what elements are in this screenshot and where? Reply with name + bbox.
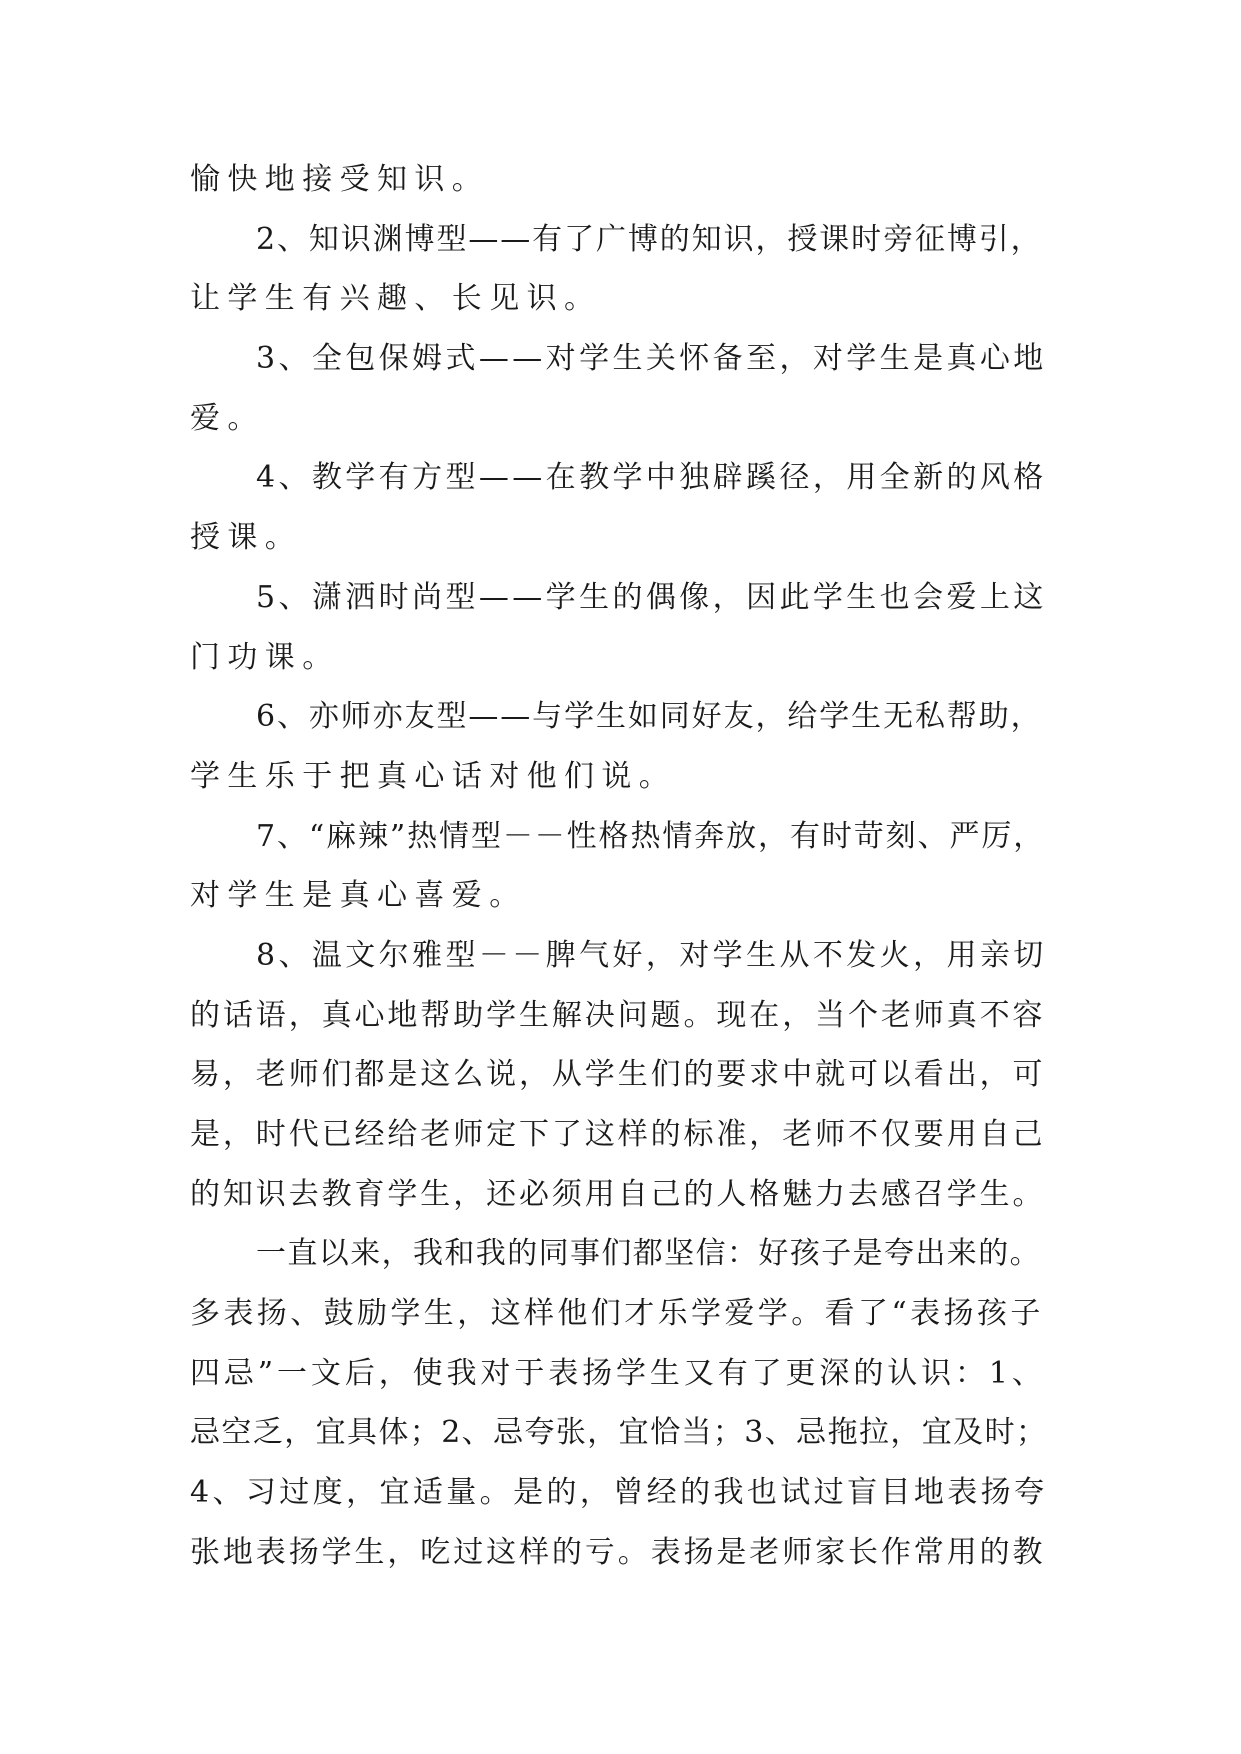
text-line: 学生乐于把真心话对他们说。 — [190, 758, 677, 794]
text-line: 3、全包保姆式——对学生关怀备至，对学生是真心地 — [256, 341, 1047, 377]
text-line: 四忌”一文后，使我对于表扬学生又有了更深的认识：1、 — [190, 1355, 1046, 1391]
text-line: 愉快地接受知识。 — [190, 162, 490, 197]
text-line: 忌空乏，宜具体；2、忌夸张，宜恰当；3、忌拖拉，宜及时； — [190, 1415, 1048, 1451]
text-line: 2、知识渊博型——有了广博的知识，授课时旁征博引， — [256, 221, 1043, 257]
text-line: 6、亦师亦友型——与学生如同好友，给学生无私帮助， — [256, 699, 1043, 735]
text-line: 是，时代已经给老师定下了这样的标准，老师不仅要用自己 — [190, 1117, 1046, 1152]
text-line: 门功课。 — [190, 639, 340, 675]
text-line: 一直以来，我和我的同事们都坚信：好孩子是夸出来的。 — [256, 1236, 1041, 1272]
text-line: 7、“麻辣”热情型－－性格热情奔放，有时苛刻、严厉， — [256, 818, 1046, 854]
text-line: 8、温文尔雅型－－脾气好，对学生从不发火，用亲切 — [256, 937, 1047, 973]
text-line: 爱。 — [190, 400, 265, 436]
text-line: 对学生是真心喜爱。 — [190, 878, 527, 914]
text-line: 5、潇洒时尚型——学生的偶像，因此学生也会爱上这 — [256, 579, 1047, 615]
text-line: 的话语，真心地帮助学生解决问题。现在，当个老师真不容 — [190, 997, 1046, 1033]
text-line: 4、习过度，宜适量。是的，曾经的我也试过盲目地表扬夸 — [190, 1475, 1048, 1511]
body-text — [190, 150, 1050, 1583]
text-line: 授课。 — [190, 520, 303, 556]
text-line: 易，老师们都是这么说，从学生们的要求中就可以看出，可 — [190, 1057, 1046, 1093]
text-line: 让学生有兴趣、长见识。 — [190, 281, 602, 317]
text-line: 的知识去教育学生，还必须用自己的人格魅力去感召学生。 — [190, 1176, 1046, 1212]
text-line: 4、教学有方型——在教学中独辟蹊径，用全新的风格 — [256, 460, 1047, 496]
text-line: 张地表扬学生，吃过这样的亏。表扬是老师家长作常用的教 — [190, 1534, 1046, 1570]
text-line: 多表扬、鼓励学生，这样他们才乐学爱学。看了“表扬孩子 — [190, 1296, 1044, 1332]
